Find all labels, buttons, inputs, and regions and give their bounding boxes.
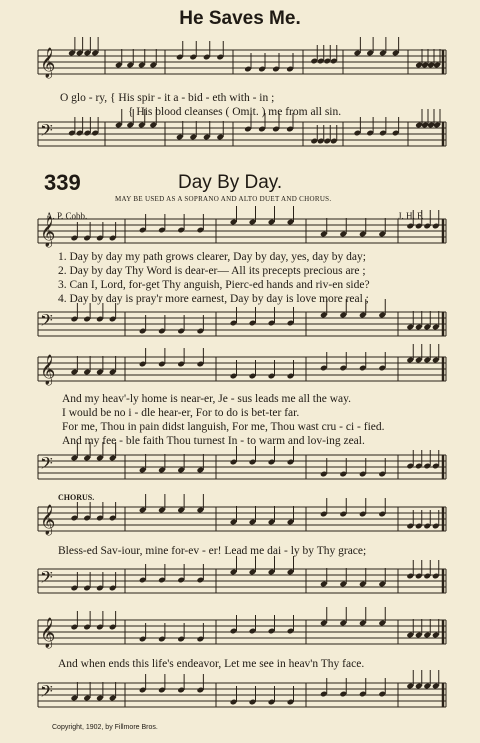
treble-clef: 𝄞 [40,618,56,648]
words-credit: A. P. Cobb. [46,211,88,221]
bass-clef: 𝄢 [40,453,53,477]
chorus-line-1: Bless-ed Sav-iour, mine for-ev - er! Lead me dai - ly by Thy grace; [58,545,367,557]
verse-cont-line-1: And my heav'-ly home is near-er, Je - sus leads me all the way. [62,393,352,405]
prev-lyric-line-1: O glo - ry, { His spir - it a - bid - eth with - in ; [60,92,275,104]
chorus-label: CHORUS. [58,493,95,502]
hymn-number: 339 [44,170,81,195]
music-credit: J. H. F. [398,211,424,221]
bass-clef: 𝄢 [40,567,53,591]
prev-lyric-line-2: { His blood cleanses ( Omit. ) me from all sin. [128,106,342,118]
copyright-notice: Copyright, 1902, by Fillmore Bros. [52,724,158,731]
verse-line-3: 3. Can I, Lord, for-get Thy anguish, Pierc-ed hands and riv-en side? [58,279,370,291]
verse-cont-line-4: And my fee - ble faith Thou turnest In - to warm and lov-ing zeal. [62,435,365,447]
treble-clef: 𝄞 [40,217,56,247]
bass-clef: 𝄢 [40,310,53,334]
bass-clef: 𝄢 [40,681,53,705]
hymn-title: Day By Day. [178,172,283,193]
previous-hymn-title: He Saves Me. [179,8,301,29]
treble-clef: 𝄞 [40,355,56,385]
performance-note: MAY BE USED AS A SOPRANO AND ALTO DUET AND CHORUS. [115,195,332,203]
verse-cont-line-2: I would be no i - dle hear-er, For to do is bet-ter far. [62,407,300,419]
chorus-line-2: And when ends this life's endeavor, Let me see in heav'n Thy face. [58,658,365,670]
verse-cont-line-3: For me, Thou in pain didst languish, For me, Thou wast cru - ci - fied. [62,421,385,433]
treble-clef: 𝄞 [40,48,56,78]
treble-clef: 𝄞 [40,505,56,535]
verse-line-2: 2. Day by day Thy Word is dear-er— All its precepts precious are ; [58,265,366,277]
bass-clef: 𝄢 [40,120,53,144]
verse-line-1: 1. Day by day my path grows clearer, Day by day, yes, day by day; [58,251,366,263]
verse-line-4: 4. Day by day is pray'r more earnest, Day by day is love more real ; [58,293,369,305]
